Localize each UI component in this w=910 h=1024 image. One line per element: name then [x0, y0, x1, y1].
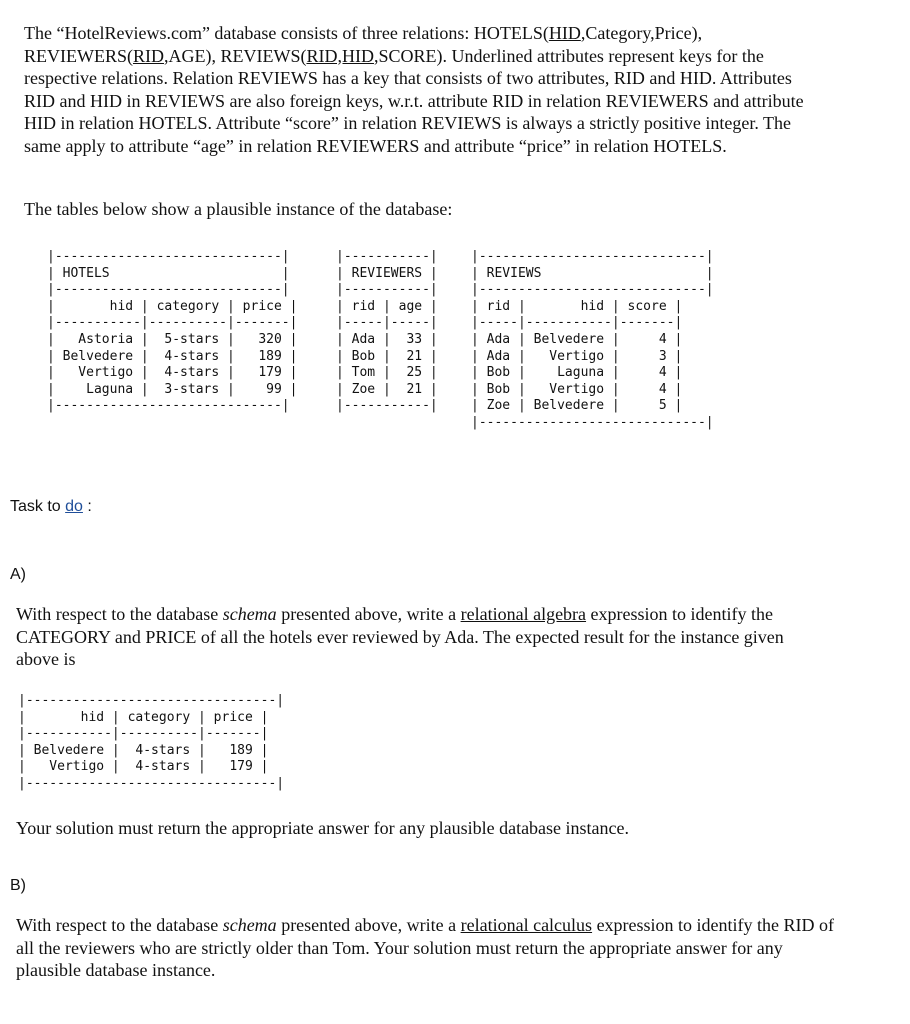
part-b-text-2: presented above, write a [276, 915, 461, 935]
intro-paragraph [24, 22, 804, 157]
part-b-schema: schema [222, 915, 277, 935]
part-b-text-1: With respect to the database [16, 915, 223, 935]
intro-text-4: ,AGE), REVIEWS( [163, 45, 307, 66]
reviewers-key-rid: RID [132, 45, 164, 66]
task-label-colon: : [82, 498, 92, 515]
hotels-table: |-----------------------------| | HOTELS | |-----------------------------| | hid | category | price | |-----------|----------|-------| | Astoria | 5-stars | 320 | | Belvedere | 4-stars | 189 | | Vertigo | 4-stars | 179 | | Laguna | 3-stars | 99 | |-----------------------------| [47, 249, 298, 414]
part-a-question [16, 603, 806, 671]
part-b-label: B) [10, 877, 26, 894]
part-b-question [16, 914, 846, 982]
task-label [10, 498, 92, 516]
expected-result-table: |--------------------------------| | hid | category | price | |-----------|----------|-------| | Belvedere | 4-stars | 189 | | Vertigo | 4-stars | 179 | |--------------------------------| [18, 693, 285, 791]
part-b-text-3: expression to identify the RID of all the reviewers who are strictly older than Tom. Your solution must return the appropriate answer for any plausible database instance. [16, 915, 835, 980]
part-a-text-3: expression to identify the CATEGORY and PRICE of all the hotels ever reviewed by Ada. The expected result for the instance given above is [16, 604, 784, 669]
part-a-label: A) [10, 566, 26, 583]
part-a-schema: schema [222, 604, 277, 624]
task-label-text: Task to [10, 498, 66, 515]
part-a-text-2: presented above, write a [276, 604, 461, 624]
relational-algebra-term: relational algebra [460, 604, 587, 624]
tables-intro [24, 198, 804, 221]
relational-calculus-term: relational calculus [460, 915, 593, 935]
tables-intro-text: The tables below show a plausible instance of the database: [24, 199, 453, 219]
intro-text-1: The “HotelReviews.com” database consists of three relations: HOTELS( [24, 23, 549, 43]
reviews-key-rid-hid: RID,HID [306, 45, 374, 66]
part-a-footer: Your solution must return the appropriate answer for any plausible database instance. [16, 818, 630, 838]
intro-text-3: REVIEWERS( [24, 45, 133, 66]
reviews-table: |-----------------------------| | REVIEWS | |-----------------------------| | rid | hid | score | |-----|-----------|-------| | Ada | Belvedere | 4 | | Ada | Vertigo | 3 | | Bob | Laguna | 4 | | Bob | Vertigo | 4 | | Zoe | Belvedere | 5 | |-----------------------------| [471, 249, 714, 430]
task-do: do [65, 498, 83, 515]
intro-text-2: ,Category,Price), [580, 23, 703, 43]
part-a-text-1: With respect to the database [16, 604, 223, 624]
reviewers-table: |-----------| | REVIEWERS | |-----------| | rid | age | |-----|-----| | Ada | 33 | | Bob | 21 | | Tom | 25 | | Zoe | 21 | |-----------| [336, 249, 438, 414]
intro-text-5: ,SCORE). Underlined attributes represent keys for the respective relations. Relation REVIEWS has a key that consists of two attributes, RID and HID. Attributes RID and HID in REVIEWS are also foreign keys, w.r.t. attribute RID in relation REVIEWERS and attribute HID in relation HOTELS. Attribute “score” in relation REVIEWS is always a strictly positive integer. The same apply to attribute “age” in relation REVIEWERS and attribute “price” in relation HOTELS. [24, 45, 804, 156]
hotels-key-hid: HID [548, 23, 581, 43]
